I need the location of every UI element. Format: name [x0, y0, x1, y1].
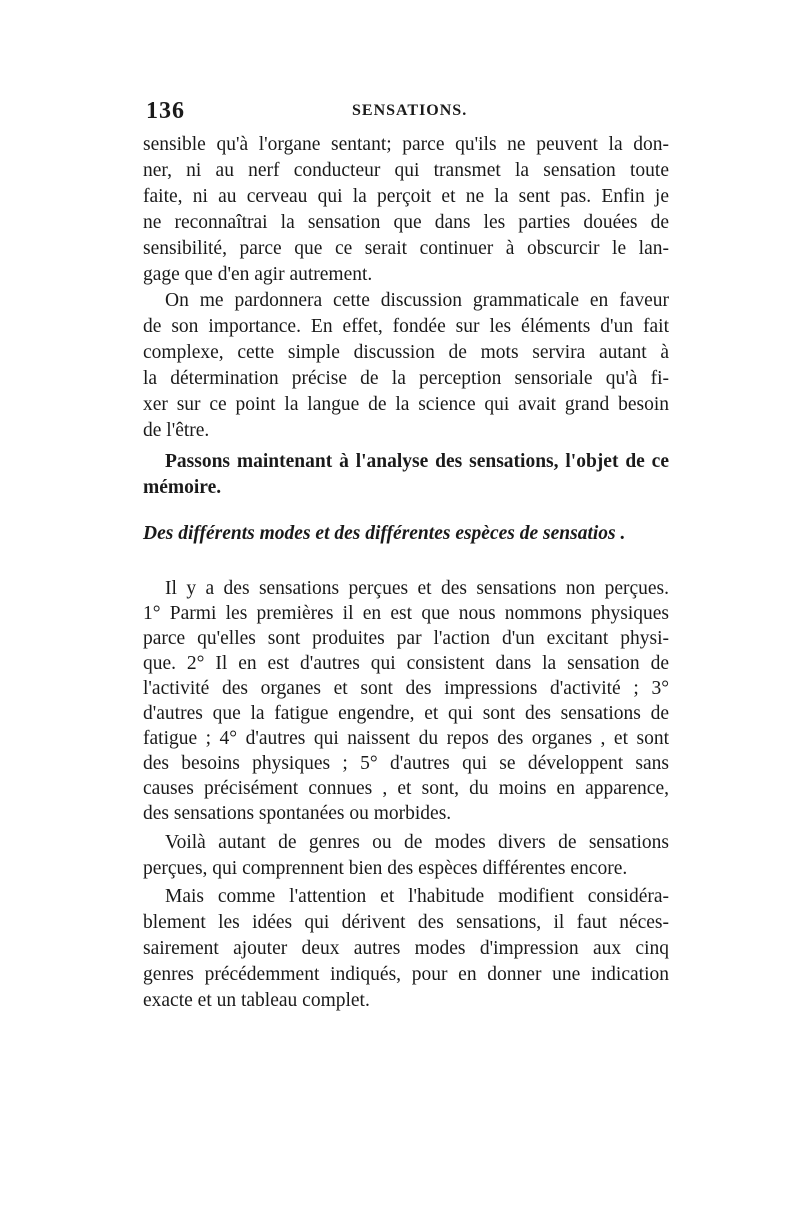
text-line: sensibilité, parce que ce serait continuer à obscurcir le lan-	[143, 238, 669, 259]
text-line: gage que d'en agir autrement.	[143, 264, 373, 285]
text-line: Voilà autant de genres ou de modes divers de sensations	[165, 832, 669, 853]
text-line: parce qu'elles sont produites par l'action d'un excitant physi-	[143, 628, 669, 649]
text-line: fatigue ; 4° d'autres qui naissent du repos des organes , et sont	[143, 728, 669, 749]
text-line: perçues, qui comprennent bien des espèces différentes encore.	[143, 858, 628, 879]
text-line: exacte et un tableau complet.	[143, 990, 370, 1011]
text-line: sensible qu'à l'organe sentant; parce qu'ils ne peuvent la don-	[143, 134, 669, 155]
text-line: xer sur ce point la langue de la science qui avait grand besoin	[143, 394, 669, 415]
text-line: 1° Parmi les premières il en est que nous nommons physiques	[143, 603, 669, 624]
text-line: blement les idées qui dérivent des sensations, il faut néces-	[143, 912, 669, 933]
section-heading: Des différents modes et des différentes espèces de sensatios .	[143, 523, 626, 544]
running-head: SENSATIONS.	[352, 102, 468, 119]
text-line: mémoire.	[143, 477, 222, 498]
text-line: causes précisément connues , et sont, du moins en apparence,	[143, 778, 669, 799]
text-line: Mais comme l'attention et l'habitude modifient considéra-	[165, 886, 669, 907]
text-line: des besoins physiques ; 5° d'autres qui se développent sans	[143, 753, 669, 774]
text-line: de son importance. En effet, fondée sur les éléments d'un fait	[143, 316, 669, 337]
text-line: l'activité des organes et sont des impressions d'activité ; 3°	[143, 678, 669, 699]
text-line: des sensations spontanées ou morbides.	[143, 803, 452, 824]
text-line: ne reconnaîtrai la sensation que dans les parties douées de	[143, 212, 669, 233]
page-header	[146, 98, 666, 122]
text-line: faite, ni au cerveau qui la perçoit et ne la sent pas. Enfin je	[143, 186, 669, 207]
text-line: sairement ajouter deux autres modes d'impression aux cinq	[143, 938, 669, 959]
text-line: Il y a des sensations perçues et des sensations non perçues.	[165, 578, 669, 599]
text-line: d'autres que la fatigue engendre, et qui sont des sensations de	[143, 703, 669, 724]
text-line: ner, ni au nerf conducteur qui transmet la sensation toute	[143, 160, 669, 181]
page-number: 136	[146, 98, 185, 124]
text-line: de l'être.	[143, 420, 210, 441]
text-line: genres précédemment indiqués, pour en donner une indication	[143, 964, 669, 985]
text-line: la détermination précise de la perception sensoriale qu'à fi-	[143, 368, 669, 389]
text-line: que. 2° Il en est d'autres qui consistent dans la sensation de	[143, 653, 669, 674]
text-line: Passons maintenant à l'analyse des sensations, l'objet de ce	[165, 451, 669, 472]
text-line: On me pardonnera cette discussion grammaticale en faveur	[165, 290, 669, 311]
text-line: complexe, cette simple discussion de mots servira autant à	[143, 342, 669, 363]
